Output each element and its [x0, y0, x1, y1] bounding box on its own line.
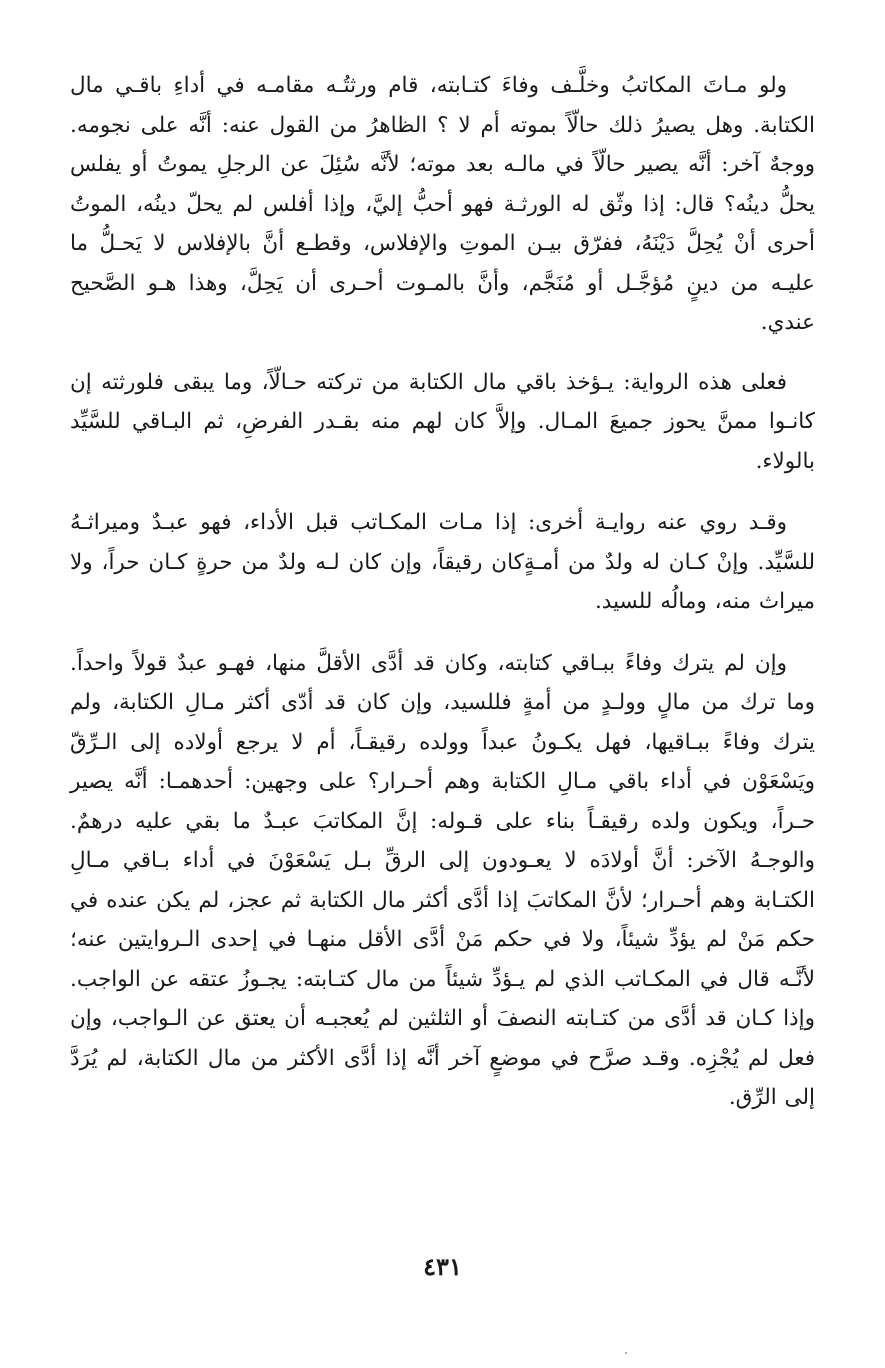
- paragraph-4: وإن لم يترك وفاءً ببـاقي كتابته، وكان قد أدَّى الأقلَّ منها، فهـو عبدٌ قولاً واحداً. وما ترك من مالٍ وولـدٍ من أمةٍ فللسيد، وإن كان قد أدّى أكثر مـالِ الكتابة، ولم يترك وفاءً ببـاقيها، فهل يكـونُ عبداً وولده رقيقـاً، أم لا يرجع أولاده إلى الـرِّقّ ويَسْعَوْن في أداء باقي مـالِ الكتابة وهم أحـرار؟ على وجهين: أحدهمـا: أنَّه يصير حـراً، ويكون ولده رقيقـاً بناء على قـوله: إنَّ المكاتبَ عبـدٌ ما بقي عليه درهمٌ. والوجـهُ الآخر: أنَّ أولادَه لا يعـودون إلى الرقِّ بـل يَسْعَوْنَ في أداء بـاقي مـالِ الكتـابة وهم أحـرار؛ لأنَّ المكاتبَ إذا أدَّى أكثر مال الكتابة ثم عجز، لم يكن عنده في حكم مَنْ لم يؤدِّ شيئاً، ولا في حكم مَنْ أدَّى الأقل منهـا في إحدى الـروايتين عنه؛ لأنَّـه قال في المكـاتب الذي لم يـؤدِّ شيئاً من مال كتـابته: يجـوزُ عتقه عن الواجب. وإذا كـان قد أدَّى من كتـابته النصفَ أو الثلثين لم يُعجبـه أن يعتق عن الـواجب، وإن فعل لم يُجْزِه. وقـد صرَّح في موضعٍ آخر أنَّه إذا أدَّى الأكثر من مال الكتابة، لم يُرَدَّ إلى الرِّق.: [70, 650, 816, 1110]
- scan-speck: [625, 1352, 627, 1354]
- paragraph-3: وقـد روي عنه روايـة أخرى: إذا مـات المكـاتب قبل الأداء، فهو عبـدٌ وميراثـهُ للسَّيِّد. وإنْ كـان له ولدٌ من أمـةٍكان رقيقاً، وإن كان لـه ولدٌ من حرةٍ كـان حراً، ولا ميراث منه، ومالُه للسيد.: [70, 510, 815, 614]
- page-number: ٤٣١: [423, 1252, 462, 1281]
- paragraph-2: فعلى هذه الرواية: يـؤخذ باقي مال الكتابة من تركته حـالّاً، وما يبقى فلورثته إن كانـوا ممنَّ يحوز جميعَ المـال. وإلاَّ كان لهم منه بقـدر الفرضِ، ثم البـاقي للسَّيِّد بالولاء.: [70, 369, 815, 474]
- page-body: [70, 66, 815, 1140]
- paragraph-1: ولو مـاتَ المكاتبُ وخلَّـف وفاءَ كتـابته، قام ورثتُـه مقامـه في أداءِ باقـي مال الكتابة. وهل يصيرُ ذلك حالّاً بموته أم لا ؟ الظاهرُ من القول عنه: أنَّه على نجومه. ووجهٌ آخر: أنَّه يصير حالّاً في مالـه بعد موته؛ لأنَّه سُئِلَ عن الرجلِ يموتُ أو يفلس يحلُّ دينُه؟ قال: إذا وثّق له الورثـة فهو أحبُّ إليَّ، وإذا أفلس لم يحلّ دينُه، الموتُ أحرى أنْ يُحِلَّ دَيْنَهُ، ففرّق بيـن الموتِ والإفلاس، وقطـع أنَّ بالإفلاس لا يَحـلُّ ما عليـه من دينٍ مُؤجَّـل أو مُنَجَّم، وأنَّ بالمـوت أحـرى أن يَحِلَّ، وهذا هـو الصَّحيح عندي.: [70, 73, 816, 335]
